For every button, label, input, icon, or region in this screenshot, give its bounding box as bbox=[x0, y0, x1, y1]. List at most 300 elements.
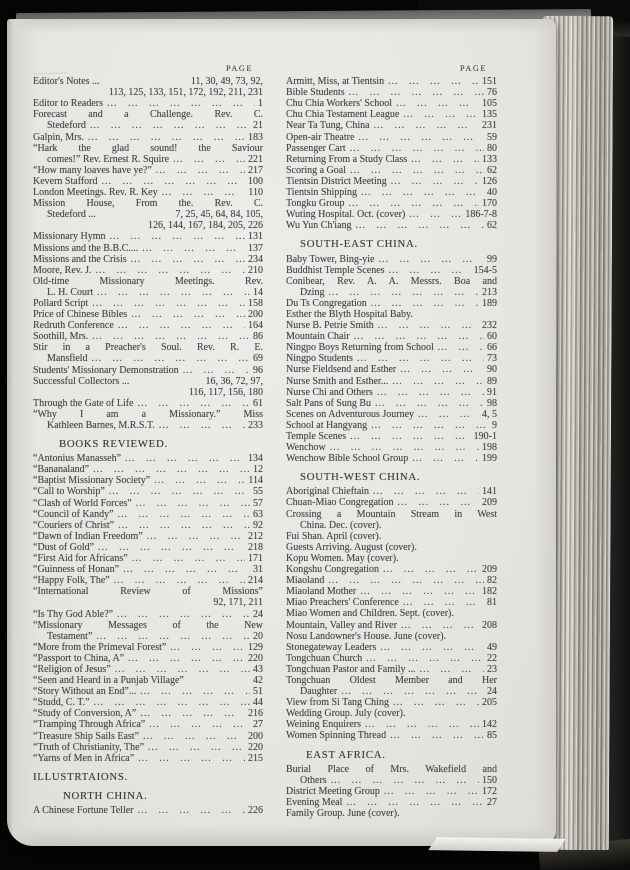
page-number: 137 bbox=[248, 242, 263, 254]
index-entry bbox=[33, 486, 263, 497]
index-entry bbox=[286, 486, 497, 497]
entry-title: “How many loaves have ye?” bbox=[33, 164, 152, 176]
dot-leader bbox=[367, 420, 489, 431]
entry-title: “Couriers of Christ” bbox=[33, 519, 115, 531]
dot-leader bbox=[138, 243, 245, 254]
entry-title: A Chinese Fortune Teller bbox=[33, 805, 134, 816]
entry-title: Baby Tower, Bing-yie bbox=[286, 253, 375, 265]
index-entry bbox=[286, 331, 497, 342]
page-number: 40 bbox=[487, 187, 497, 199]
index-entry bbox=[33, 243, 263, 254]
index-entry bbox=[33, 520, 263, 531]
page-number: 209 bbox=[482, 497, 497, 509]
index-entry bbox=[33, 209, 263, 220]
dot-leader bbox=[139, 731, 245, 742]
index-entry bbox=[33, 165, 263, 176]
page-number: 4, 5 bbox=[482, 408, 497, 420]
page-number: 200 bbox=[248, 309, 263, 321]
page-number: 150 bbox=[482, 774, 497, 786]
page-number: 20 bbox=[253, 630, 263, 642]
index-entry bbox=[33, 98, 263, 109]
index-entry: Forecast and a Challenge. Rev. C. bbox=[33, 109, 263, 121]
page-number: 24 bbox=[253, 608, 263, 620]
entry-title: Stedeford bbox=[47, 120, 86, 132]
index-entry bbox=[286, 143, 497, 154]
dot-leader bbox=[373, 387, 484, 398]
index-entry bbox=[33, 120, 263, 131]
page-number: 216 bbox=[248, 708, 263, 720]
index-entry bbox=[33, 353, 263, 364]
index-entry bbox=[33, 154, 263, 165]
index-entry bbox=[286, 364, 497, 375]
dot-leader bbox=[86, 120, 250, 131]
entry-title: “Yarns of Men in Africa” bbox=[33, 752, 135, 764]
index-entry bbox=[286, 387, 497, 398]
entry-title: comes!” Rev. Ernest R. Squire bbox=[47, 153, 170, 165]
entry-title: “Dawn of Indian Freedom” bbox=[33, 530, 143, 542]
page-number: 14 bbox=[253, 286, 263, 298]
dot-leader bbox=[392, 98, 479, 109]
page-number: 98 bbox=[487, 397, 497, 409]
dot-leader bbox=[354, 132, 484, 143]
index-entry bbox=[33, 320, 263, 331]
index-entry bbox=[33, 564, 263, 575]
entry-title: Du Ts Congregation bbox=[286, 297, 367, 309]
page-number: 232 bbox=[482, 320, 497, 332]
index-entry bbox=[286, 420, 497, 431]
entry-title: “Seen and Heard in a Punjab Village” bbox=[33, 675, 184, 687]
index-entry bbox=[33, 631, 263, 642]
page-number: 81 bbox=[487, 597, 497, 609]
page-number: 133 bbox=[482, 153, 497, 165]
entry-title: Price of Chinese Bibles bbox=[33, 309, 128, 321]
dot-leader bbox=[324, 575, 484, 586]
dot-leader bbox=[379, 564, 479, 575]
index-entry bbox=[286, 198, 497, 209]
page-number: 226 bbox=[248, 805, 263, 816]
entry-title: “First Aid for Africans” bbox=[33, 553, 128, 565]
page-number: 55 bbox=[253, 486, 263, 498]
index-entry: “International Review of Missions” bbox=[33, 586, 263, 598]
entry-title: Scenes on Adventurous Journey bbox=[286, 408, 415, 420]
index-entry bbox=[286, 542, 497, 553]
dot-leader bbox=[93, 287, 250, 298]
index-entry bbox=[286, 287, 497, 298]
section-heading: BOOKS REVIEWED. bbox=[59, 438, 168, 451]
page-number: 199 bbox=[482, 453, 497, 465]
index-entry bbox=[286, 597, 497, 608]
page-number: 214 bbox=[248, 575, 263, 587]
page-number: 158 bbox=[248, 297, 263, 309]
dot-leader bbox=[326, 442, 479, 453]
index-entry bbox=[286, 786, 497, 797]
page-number: 1 bbox=[258, 98, 263, 110]
entry-title: Salt Pans of Sung Bu bbox=[286, 397, 372, 409]
page-number: 63 bbox=[253, 508, 263, 520]
entry-title: Aboriginal Chieftain bbox=[286, 486, 370, 498]
entry-title: “Truth of Christianity, The” bbox=[33, 741, 145, 753]
dot-leader bbox=[152, 165, 245, 176]
page-number: 27 bbox=[487, 796, 497, 808]
index-entry bbox=[33, 731, 263, 742]
entry-title: Guests Arriving. August (cover). bbox=[286, 541, 417, 553]
index-entry bbox=[286, 176, 497, 187]
index-entry bbox=[33, 365, 263, 376]
dot-leader bbox=[376, 642, 484, 653]
index-entry: Mission House, From the. Rev. C. bbox=[33, 198, 263, 210]
dot-leader bbox=[337, 686, 484, 697]
left-column-entries bbox=[33, 76, 263, 816]
page-number: 186-7-8 bbox=[465, 209, 497, 221]
entry-title: Open-air Theatre bbox=[286, 131, 355, 143]
page-number: 170 bbox=[482, 198, 497, 210]
index-entry bbox=[286, 353, 497, 364]
entry-title: Wu Yun Ch'iang bbox=[286, 220, 352, 232]
index-entry bbox=[286, 87, 497, 98]
index-entry bbox=[33, 805, 263, 816]
page-number: 61 bbox=[253, 397, 263, 409]
entry-title: Missions and the B.B.C.... bbox=[33, 242, 139, 254]
entry-title: Weining Enquirers bbox=[286, 719, 362, 731]
entry-title: Chuan-Miao Congregation bbox=[286, 497, 394, 509]
index-entry bbox=[33, 498, 263, 509]
page-number: 90 bbox=[487, 364, 497, 376]
entry-title: Returning From a Study Class bbox=[286, 153, 408, 165]
index-entry: Conibear, Rev. A. A. Messrs. Boa and bbox=[286, 275, 497, 287]
index-entry bbox=[286, 497, 497, 508]
dot-leader bbox=[389, 697, 479, 708]
index-entry bbox=[286, 120, 497, 131]
page-number: 27 bbox=[253, 719, 263, 731]
index-entry: Crossing a Mountain Stream in West bbox=[286, 508, 497, 520]
index-entry bbox=[286, 254, 497, 265]
dot-leader bbox=[369, 486, 479, 497]
index-entry: Stir in a Preacher's Soul. Rev. R. E. bbox=[33, 342, 263, 354]
page-number: 9 bbox=[492, 419, 497, 431]
index-entry bbox=[286, 76, 497, 87]
index-entry bbox=[33, 287, 263, 298]
index-entry bbox=[286, 620, 497, 631]
entry-title: Kongshu Congregation bbox=[286, 564, 380, 576]
dot-leader bbox=[92, 265, 245, 276]
dot-leader bbox=[385, 265, 471, 276]
index-entry bbox=[286, 686, 497, 697]
page-number: 110 bbox=[248, 187, 263, 199]
index-entry bbox=[33, 575, 263, 586]
entry-title: Tongku Group bbox=[286, 198, 345, 210]
index-entry bbox=[286, 520, 497, 531]
dot-leader bbox=[344, 198, 479, 209]
index-entry bbox=[286, 775, 497, 786]
dot-leader bbox=[374, 254, 484, 265]
entry-title: Nurse Smith and Esther... bbox=[286, 375, 389, 387]
page-number: 129 bbox=[248, 641, 263, 653]
dot-leader bbox=[405, 209, 462, 220]
entry-title: Wenchow bbox=[286, 442, 326, 454]
index-entry bbox=[286, 608, 497, 619]
entry-title: Nurse B. Petrie Smith bbox=[286, 320, 374, 332]
index-entry bbox=[286, 442, 497, 453]
dot-leader bbox=[114, 320, 245, 331]
dot-leader bbox=[324, 287, 479, 298]
entry-title: London Meetings. Rev. R. Key bbox=[33, 187, 158, 199]
index-entry bbox=[286, 642, 497, 653]
entry-title: “Antonius Manasseh” bbox=[33, 453, 122, 465]
entry-title: Editor's Notes ... bbox=[33, 76, 100, 88]
index-entry bbox=[33, 742, 263, 753]
index-entry bbox=[286, 808, 497, 819]
dot-leader bbox=[113, 609, 250, 620]
entry-title: Ningpo Students bbox=[286, 353, 353, 365]
index-entry bbox=[33, 87, 263, 98]
entry-title: Galpin, Mrs. bbox=[33, 131, 84, 143]
dot-leader bbox=[342, 797, 484, 808]
page-number: 220 bbox=[248, 652, 263, 664]
page-number: 126, 144, 167, 184, 205, 226 bbox=[148, 220, 263, 232]
dot-leader bbox=[105, 486, 250, 497]
entry-title: Stedeford ... bbox=[47, 209, 96, 221]
entry-title: Tongchuan Church bbox=[286, 652, 363, 664]
entry-title: Missions and the Crisis bbox=[33, 253, 127, 265]
dot-leader bbox=[399, 109, 479, 120]
page-number: 82 bbox=[487, 575, 497, 587]
dot-leader bbox=[393, 497, 479, 508]
entry-title: Nurse Fieldsend and Esther bbox=[286, 364, 397, 376]
dot-leader bbox=[124, 653, 245, 664]
index-entry bbox=[286, 708, 497, 719]
page-number: 44 bbox=[253, 697, 263, 709]
index-entry bbox=[33, 686, 263, 697]
index-entry bbox=[33, 309, 263, 320]
entry-title: Miaoland Mother bbox=[286, 586, 357, 598]
dot-leader bbox=[145, 719, 250, 730]
dot-leader bbox=[88, 298, 245, 309]
index-entry bbox=[33, 475, 263, 486]
index-entry bbox=[33, 220, 263, 231]
index-entry bbox=[33, 553, 263, 564]
page-number: 212 bbox=[248, 530, 263, 542]
page-number: 182 bbox=[482, 586, 497, 598]
dot-leader bbox=[351, 220, 484, 231]
entry-title: “Guinness of Honan” bbox=[33, 564, 120, 576]
dot-leader bbox=[388, 376, 484, 387]
page-number: 100 bbox=[248, 175, 263, 187]
index-entry bbox=[286, 98, 497, 109]
entry-title: Chu Chia Workers' School bbox=[286, 98, 393, 110]
entry-title: Kevern Stafford bbox=[33, 175, 98, 187]
page-number: 126 bbox=[482, 175, 497, 187]
page-column-label: PAGE bbox=[459, 64, 487, 73]
index-entry bbox=[286, 664, 497, 675]
index-entry bbox=[33, 231, 263, 242]
index-entry: Tongchuan Oldest Member and Her bbox=[286, 674, 497, 686]
page-number: 96 bbox=[253, 364, 263, 376]
page-number: 134 bbox=[248, 453, 263, 465]
dot-leader bbox=[346, 143, 484, 154]
dot-leader bbox=[396, 364, 484, 375]
entry-title: “Is Thy God Able?” bbox=[33, 608, 114, 620]
dot-leader bbox=[88, 353, 250, 364]
entry-title: Mountain, Valley and River bbox=[286, 619, 397, 631]
dot-leader bbox=[89, 464, 250, 475]
entry-title: “Call to Worship” bbox=[33, 486, 105, 498]
entry-title: Miao Preachers' Conference bbox=[286, 597, 399, 609]
entry-title: Family Group. June (cover). bbox=[286, 808, 400, 819]
entry-title: Kopu Women. May (cover). bbox=[286, 552, 399, 564]
index-entry bbox=[286, 553, 497, 564]
left-column bbox=[33, 63, 263, 816]
entry-title: “Story Without an End”... bbox=[33, 686, 137, 698]
dot-leader bbox=[158, 187, 246, 198]
entry-title: Esther the Blyth Hospital Baby. bbox=[286, 308, 413, 320]
page-number: 113, 125, 133, 151, 172, 192, 211, 231 bbox=[108, 87, 263, 99]
entry-title: “Bananaland” bbox=[33, 464, 90, 476]
entry-title: Daughter bbox=[300, 686, 338, 698]
index-entry bbox=[33, 509, 263, 520]
dot-leader bbox=[327, 775, 479, 786]
entry-title: Others bbox=[300, 774, 327, 786]
page-number: 92, 171, 211 bbox=[213, 597, 263, 609]
section-heading: SOUTH-EAST CHINA. bbox=[300, 238, 418, 251]
page-number: 154-5 bbox=[473, 264, 497, 276]
page-number: 86 bbox=[253, 331, 263, 343]
index-entry bbox=[33, 265, 263, 276]
entry-title: “Religion of Jesus” bbox=[33, 663, 111, 675]
index-entry bbox=[286, 531, 497, 542]
index-entry: “Hark the glad sound! the Saviour bbox=[33, 142, 263, 154]
entry-title: “Tramping Through Africa” bbox=[33, 719, 146, 731]
dot-leader bbox=[346, 165, 484, 176]
index-entry bbox=[33, 453, 263, 464]
entry-title: Successful Collectors ... bbox=[33, 375, 130, 387]
page-number: 142 bbox=[482, 719, 497, 731]
index-entry bbox=[286, 187, 497, 198]
page-number: 172 bbox=[482, 785, 497, 797]
dot-leader bbox=[386, 730, 484, 741]
page-number: 99 bbox=[487, 253, 497, 265]
index-entry bbox=[286, 453, 497, 464]
page-number: 85 bbox=[487, 730, 497, 742]
dot-leader bbox=[92, 631, 250, 642]
index-entry bbox=[33, 376, 263, 387]
index-entry bbox=[33, 719, 263, 730]
page-number: 208 bbox=[482, 619, 497, 631]
index-entry bbox=[33, 176, 263, 187]
entry-title: Temple Scenes bbox=[286, 431, 347, 442]
index-entry bbox=[33, 187, 263, 198]
entry-title: “Studd, C. T.” bbox=[33, 697, 90, 709]
dot-leader bbox=[103, 98, 255, 109]
entry-title: Scoring a Goal bbox=[286, 164, 346, 176]
page-number: 62 bbox=[487, 220, 497, 232]
page-number: 92 bbox=[253, 519, 263, 531]
dot-leader bbox=[380, 786, 479, 797]
entry-title: Tientsin Shipping bbox=[286, 187, 358, 199]
page-number: 49 bbox=[487, 641, 497, 653]
index-entry bbox=[286, 575, 497, 586]
index-entry bbox=[286, 653, 497, 664]
page-column-label: PAGE bbox=[225, 64, 253, 73]
page-number: 24 bbox=[487, 686, 497, 698]
index-entry bbox=[33, 398, 263, 409]
dot-leader bbox=[384, 76, 479, 87]
index-entry bbox=[33, 664, 263, 675]
page-number: 200 bbox=[248, 730, 263, 742]
page-number: 91 bbox=[487, 386, 497, 398]
page-number: 183 bbox=[248, 131, 263, 143]
entry-title: “Clash of World Forces” bbox=[33, 497, 132, 509]
dot-leader bbox=[387, 176, 479, 187]
dot-leader bbox=[408, 453, 479, 464]
page-number: 189 bbox=[482, 297, 497, 309]
entry-title: Miaoland bbox=[286, 575, 325, 587]
page-number: 12 bbox=[253, 464, 263, 476]
entry-title: Nosu Landowner's House. June (cover). bbox=[286, 630, 447, 642]
entry-title: Nurse Chi and Others bbox=[286, 386, 373, 398]
index-entry bbox=[33, 597, 263, 608]
entry-title: Wenchow Bible School Group bbox=[286, 453, 409, 465]
entry-title: Kathleen Barnes, M.R.S.T. bbox=[47, 420, 155, 431]
index-entry bbox=[286, 631, 497, 642]
dot-leader bbox=[166, 642, 245, 653]
entry-title: Evening Meal bbox=[286, 796, 343, 808]
dot-leader bbox=[397, 620, 479, 631]
entry-title: Through the Gate of Life bbox=[33, 397, 134, 409]
dot-leader bbox=[361, 719, 479, 730]
entry-title: Bible Students bbox=[286, 87, 345, 99]
index-entry bbox=[286, 431, 497, 442]
index-entry bbox=[286, 154, 497, 165]
entry-title: “Treasure Ship Sails East” bbox=[33, 730, 140, 742]
page-number: 59 bbox=[487, 131, 497, 143]
index-entry bbox=[286, 309, 497, 320]
index-entry bbox=[33, 298, 263, 309]
index-entry bbox=[286, 209, 497, 220]
index-entry bbox=[286, 586, 497, 597]
index-entry bbox=[33, 642, 263, 653]
page-number: 164 bbox=[248, 320, 263, 332]
entry-title: “Baptist Missionary Society” bbox=[33, 475, 151, 487]
page-number: 131 bbox=[248, 231, 263, 243]
index-entry bbox=[33, 697, 263, 708]
index-entry bbox=[286, 320, 497, 331]
index-entry bbox=[33, 609, 263, 620]
entry-title: School at Hangyang bbox=[286, 419, 368, 431]
page-number: 213 bbox=[482, 286, 497, 298]
dot-leader bbox=[346, 431, 471, 442]
dot-leader bbox=[350, 331, 484, 342]
page-number: 31 bbox=[253, 564, 263, 576]
entry-title: Miao Women and Children. Sept. (cover). bbox=[286, 608, 454, 620]
page-number: 210 bbox=[248, 264, 263, 276]
entry-title: Pollard Script bbox=[33, 297, 89, 309]
entry-title: Editor to Readers bbox=[33, 98, 103, 110]
right-column-entries bbox=[286, 76, 497, 819]
entry-title: Wuting Hospital. Oct. (cover) bbox=[286, 209, 406, 221]
entry-title: Redruth Conference bbox=[33, 320, 114, 332]
page-number: 198 bbox=[482, 442, 497, 454]
dot-leader bbox=[134, 398, 250, 409]
entry-title: Mountain Chair bbox=[286, 331, 350, 343]
section-heading: EAST AFRICA. bbox=[306, 748, 386, 761]
entry-title: Mansfield bbox=[47, 353, 88, 365]
page-number: 42 bbox=[253, 675, 263, 687]
index-entry bbox=[33, 531, 263, 542]
index-entry bbox=[286, 398, 497, 409]
dot-leader bbox=[407, 154, 479, 165]
page-number: 233 bbox=[248, 420, 263, 431]
entry-title: Soothill, Mrs. bbox=[33, 331, 89, 343]
